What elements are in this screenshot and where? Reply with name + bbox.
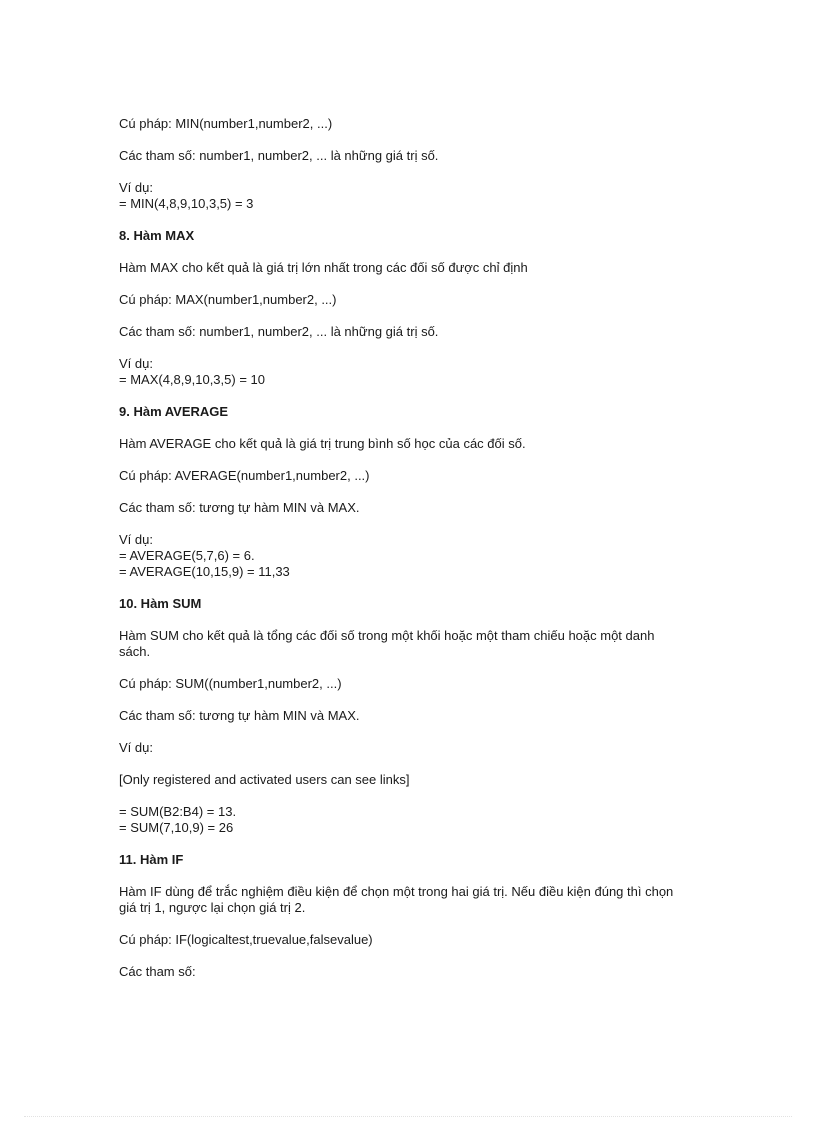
text-line: Ví dụ: (119, 740, 153, 755)
text-line: Cú pháp: MIN(number1,number2, ...) (119, 116, 333, 131)
paragraph (119, 260, 699, 276)
text-line: = MIN(4,8,9,10,3,5) = 3 (119, 196, 254, 211)
paragraph (119, 500, 699, 516)
section-heading: 8. Hàm MAX (119, 228, 195, 243)
section-heading: 9. Hàm AVERAGE (119, 404, 229, 419)
text-line: Ví dụ: (119, 532, 153, 547)
paragraph (119, 180, 699, 212)
paragraph (119, 772, 699, 788)
paragraph (119, 292, 699, 308)
paragraph (119, 436, 699, 452)
text-line: = SUM(B2:B4) = 13. (119, 804, 237, 819)
paragraph (119, 804, 699, 836)
paragraph (119, 932, 699, 948)
text-line: = SUM(7,10,9) = 26 (119, 820, 234, 835)
section-heading: 11. Hàm IF (119, 852, 184, 867)
text-line: giá trị 1, ngược lại chọn giá trị 2. (119, 900, 306, 915)
text-line: Cú pháp: SUM((number1,number2, ...) (119, 676, 342, 691)
text-line: Cú pháp: IF(logicaltest,truevalue,falsevalue) (119, 932, 373, 947)
text-line: Các tham số: number1, number2, ... là những giá trị số. (119, 148, 439, 163)
text-line: = AVERAGE(10,15,9) = 11,33 (119, 564, 290, 579)
page-bottom-divider (24, 1116, 792, 1117)
text-line: Cú pháp: MAX(number1,number2, ...) (119, 292, 337, 307)
text-line: Ví dụ: (119, 356, 153, 371)
text-line: Các tham số: (119, 964, 196, 979)
paragraph (119, 532, 699, 580)
paragraph (119, 324, 699, 340)
paragraph (119, 356, 699, 388)
text-line: Hàm SUM cho kết quả là tổng các đối số trong một khối hoặc một tham chiếu hoặc một danh (119, 628, 655, 643)
section-heading: 10. Hàm SUM (119, 596, 202, 611)
paragraph (119, 884, 699, 916)
text-line: Các tham số: tương tự hàm MIN và MAX. (119, 500, 360, 515)
paragraph (119, 116, 699, 132)
text-line: [Only registered and activated users can see links] (119, 772, 410, 787)
paragraph (119, 708, 699, 724)
text-line: Hàm MAX cho kết quả là giá trị lớn nhất trong các đối số được chỉ định (119, 260, 528, 275)
text-line: = MAX(4,8,9,10,3,5) = 10 (119, 372, 265, 387)
paragraph (119, 628, 699, 660)
text-line: Hàm AVERAGE cho kết quả là giá trị trung bình số học của các đối số. (119, 436, 526, 451)
text-line: Cú pháp: AVERAGE(number1,number2, ...) (119, 468, 370, 483)
paragraph (119, 148, 699, 164)
text-line: = AVERAGE(5,7,6) = 6. (119, 548, 255, 563)
text-line: Hàm IF dùng để trắc nghiệm điều kiện để chọn một trong hai giá trị. Nếu điều kiện đúng thì chọn (119, 884, 674, 899)
text-line: Ví dụ: (119, 180, 153, 195)
paragraph (119, 964, 699, 980)
paragraph (119, 468, 699, 484)
document-page (119, 116, 699, 996)
text-line: Các tham số: number1, number2, ... là những giá trị số. (119, 324, 439, 339)
text-line: sách. (119, 644, 151, 659)
paragraph (119, 676, 699, 692)
text-line: Các tham số: tương tự hàm MIN và MAX. (119, 708, 360, 723)
paragraph (119, 740, 699, 756)
